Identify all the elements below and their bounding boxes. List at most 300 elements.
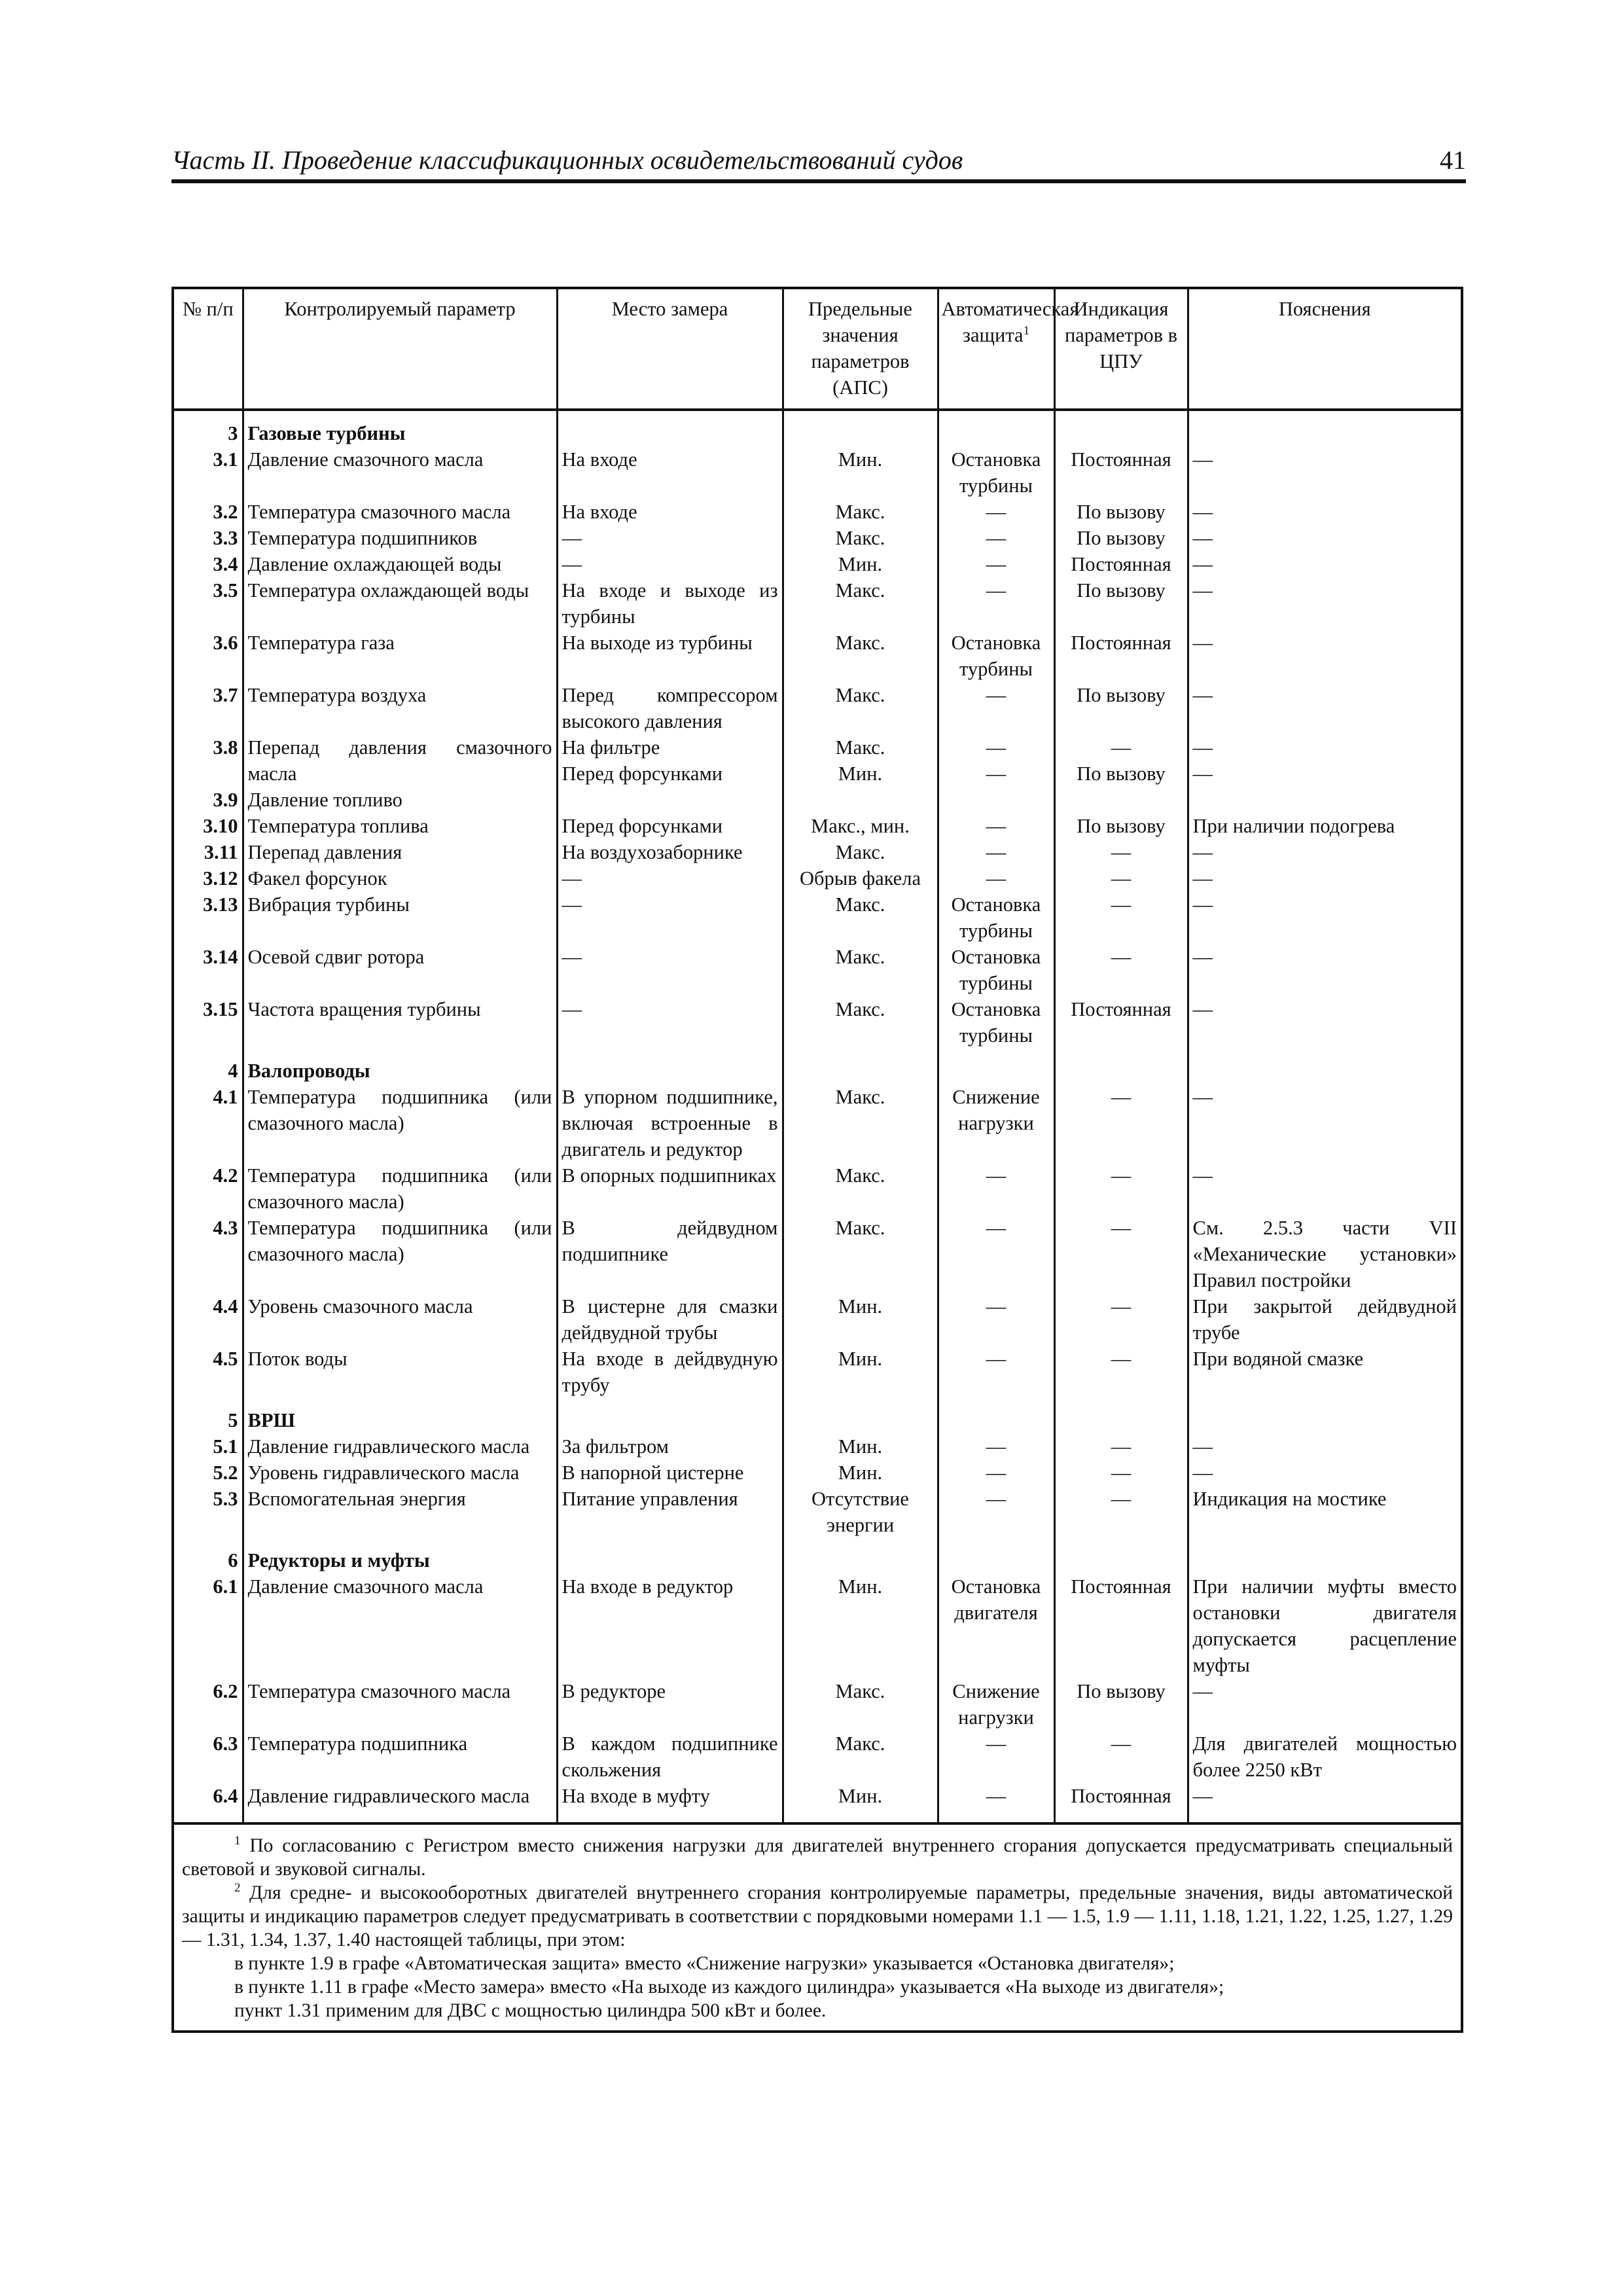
row-protection: — — [938, 865, 1054, 891]
spacer-row — [174, 1538, 1461, 1547]
row-limit: Макс., мин. — [783, 813, 938, 839]
spacer-cell — [1054, 1398, 1188, 1407]
row-parameter: Температура газа — [243, 630, 557, 682]
row-location: В опорных подшипниках — [557, 1162, 783, 1215]
row-notes: — — [1188, 525, 1461, 551]
spacer-cell — [174, 410, 243, 420]
table-row — [174, 630, 1461, 682]
row-protection: — — [938, 1783, 1054, 1809]
row-protection: — — [938, 839, 1054, 865]
row-protection: — — [938, 577, 1054, 630]
row-protection: — — [938, 499, 1054, 525]
row-limit: Обрыв факела — [783, 865, 938, 891]
table-row — [174, 1486, 1461, 1538]
row-notes: — — [1188, 1678, 1461, 1731]
row-notes: — — [1188, 865, 1461, 891]
empty-cell — [938, 1547, 1054, 1573]
spacer-cell — [1188, 1398, 1461, 1407]
row-parameter: Вспомогательная энергия — [243, 1486, 557, 1538]
row-notes: — — [1188, 682, 1461, 734]
footnote-2-text: Для средне- и высокооборотных двигателей внутреннего сгорания контролируемые параметры, предельные значения, виды автоматической защиты и индикацию параметров следует предусматривать в соответствии с порядковыми номерами 1.1 — 1.5, 1.9 — 1.11, 1.18, 1.21, 1.22, 1.25, 1.27, 1.29 — 1.31, 1.34, 1.37, 1.40 настоящей таблицы, при этом: — [182, 1882, 1454, 1950]
row-notes: При закрытой дейдвудной трубе — [1188, 1293, 1461, 1346]
row-number: 3.8 — [213, 736, 238, 759]
table-row — [174, 813, 1461, 839]
table-row — [174, 891, 1461, 944]
row-notes: — — [1188, 1084, 1461, 1162]
row-protection — [938, 787, 1054, 813]
row-number: 3.9 — [213, 789, 238, 811]
spacer-cell — [783, 1538, 938, 1547]
row-limit: Мин. — [783, 1433, 938, 1460]
empty-cell — [783, 420, 938, 446]
row-protection: Остановка турбины — [938, 446, 1054, 499]
row-parameter: Перепад давления смазочного масла — [243, 734, 557, 787]
table-row — [174, 1293, 1461, 1346]
spacer-cell — [1188, 410, 1461, 420]
row-limit: Макс. — [783, 1162, 938, 1215]
row-notes: — — [1188, 839, 1461, 865]
empty-cell — [1054, 1547, 1188, 1573]
row-location: Перед компрессором высокого давления — [557, 682, 783, 734]
row-limit: Макс. — [783, 944, 938, 996]
row-protection: — — — [938, 734, 1054, 787]
empty-cell — [557, 1547, 783, 1573]
row-indication: — — [1054, 1346, 1188, 1398]
row-notes: — — [1188, 891, 1461, 944]
row-protection: — — [938, 813, 1054, 839]
empty-cell — [783, 1407, 938, 1433]
row-protection: — — [938, 525, 1054, 551]
row-limit: Макс. — [783, 1084, 938, 1162]
row-protection: — — [938, 682, 1054, 734]
footnote-2: $^2$ Для средне- и высокооборотных двигателей внутреннего сгорания контролируемые параметры, предельные значения, виды автоматической защиты и индикацию параметров следует предусматривать в соответствии с порядковыми номерами 1.1 — 1.5, 1.9 — 1.11, 1.18, 1.21, 1.22, 1.25, 1.27, 1.29 — 1.31, 1.34, 1.37, 1.40 настоящей таблицы, при этом: — [182, 1881, 1454, 1950]
row-limit: Отсутствие энергии — [783, 1486, 938, 1538]
row-number: 6.4 — [213, 1785, 238, 1807]
spacer-cell — [1054, 410, 1188, 420]
table-row — [174, 1162, 1461, 1215]
row-number: 3.6 — [213, 632, 238, 654]
row-parameter: Давление смазочного масла — [243, 446, 557, 499]
footnote-2-item: пункт 1.31 применим для ДВС с мощностью цилиндра 500 кВт и более. — [234, 2000, 827, 2021]
row-location: — — [557, 525, 783, 551]
empty-cell — [1188, 1407, 1461, 1433]
table-row — [174, 839, 1461, 865]
row-parameter: Температура охлаждающей воды — [243, 577, 557, 630]
section-number: 6 — [228, 1549, 238, 1571]
row-limit: Мин. — [783, 446, 938, 499]
row-indication: По вызову — [1054, 499, 1188, 525]
table-row — [174, 1678, 1461, 1731]
row-location: В напорной цистерне — [557, 1460, 783, 1486]
row-location: — — [557, 996, 783, 1049]
row-location: — — [557, 944, 783, 996]
row-location: На входе — [557, 499, 783, 525]
table-row — [174, 525, 1461, 551]
row-indication: — — [1054, 1293, 1188, 1346]
row-parameter: Температура подшипника — [243, 1731, 557, 1783]
row-indication: По вызову — [1054, 525, 1188, 551]
row-indication: Постоянная — [1054, 1573, 1188, 1678]
row-indication: По вызову — [1054, 813, 1188, 839]
row-indication: — — [1054, 1486, 1188, 1538]
spacer-cell — [938, 1809, 1054, 1822]
row-location — [557, 787, 783, 813]
row-notes: — — [1188, 1162, 1461, 1215]
row-limit: Мин. — [783, 1460, 938, 1486]
row-parameter: Осевой сдвиг ротора — [243, 944, 557, 996]
row-location: За фильтром — [557, 1433, 783, 1460]
row-notes: Для двигателей мощностью более 2250 кВт — [1188, 1731, 1461, 1783]
table-row — [174, 787, 1461, 813]
spacer-cell — [1054, 1538, 1188, 1547]
col-header-notes: Пояснения — [1188, 289, 1461, 410]
row-number: 3.10 — [203, 815, 238, 837]
section-number: 4 — [228, 1060, 238, 1082]
row-number: 3.4 — [213, 553, 238, 575]
row-location: Перед форсунками — [557, 813, 783, 839]
footnote-1-text: По согласованию с Регистром вместо снижения нагрузки для двигателей внутреннего сгорания допускается предусматривать специальный световой и звуковой сигналы. — [182, 1835, 1453, 1880]
table-row — [174, 944, 1461, 996]
row-number: 3.13 — [203, 893, 238, 916]
section-row — [174, 1547, 1461, 1573]
row-protection: Остановка турбины — [938, 944, 1054, 996]
row-limit: Макс. — [783, 577, 938, 630]
row-limit: Макс. — [783, 1731, 938, 1783]
row-number: 3.2 — [213, 501, 238, 523]
row-number: 6.2 — [213, 1680, 238, 1702]
spacer-cell — [1188, 1538, 1461, 1547]
spacer-cell — [938, 1538, 1054, 1547]
row-limit: Мин. — [783, 1293, 938, 1346]
table-row — [174, 577, 1461, 630]
empty-cell — [1188, 1547, 1461, 1573]
col-header-protection-text: Автоматическая защита — [941, 298, 1079, 346]
row-limit: Мин. — [783, 1783, 938, 1809]
row-indication: По вызову — [1054, 682, 1188, 734]
row-indication: Постоянная — [1054, 1783, 1188, 1809]
row-number: 6.3 — [213, 1732, 238, 1755]
row-location: На выходе из турбины — [557, 630, 783, 682]
row-protection: Остановка турбины — [938, 630, 1054, 682]
row-notes: — — [1188, 1433, 1461, 1460]
row-limit: Макс. — [783, 996, 938, 1049]
spacer-cell — [783, 1809, 938, 1822]
row-number: 4.5 — [213, 1348, 238, 1370]
row-notes: При наличии подогрева — [1188, 813, 1461, 839]
table-row — [174, 551, 1461, 577]
row-limit: Макс. — [783, 891, 938, 944]
row-limit: Макс. — [783, 839, 938, 865]
row-protection: — — [938, 1731, 1054, 1783]
table-row — [174, 1573, 1461, 1678]
row-parameter: Температура воздуха — [243, 682, 557, 734]
row-parameter: Вибрация турбины — [243, 891, 557, 944]
col-header-parameter: Контролируемый параметр — [243, 289, 557, 410]
spacer-cell — [1188, 1809, 1461, 1822]
section-row — [174, 420, 1461, 446]
row-protection: — — [938, 1162, 1054, 1215]
table-row — [174, 499, 1461, 525]
spacer-cell — [938, 1398, 1054, 1407]
table-row — [174, 1433, 1461, 1460]
row-indication: — — [1054, 865, 1188, 891]
row-notes: — — [1188, 446, 1461, 499]
row-notes: — — [1188, 944, 1461, 996]
row-notes: При водяной смазке — [1188, 1346, 1461, 1398]
col-header-protection: Автоматическая защита$^1$ — [938, 289, 1054, 410]
row-notes: — — [1188, 1783, 1461, 1809]
row-parameter: Давление топливо — [243, 787, 557, 813]
row-number: 3.7 — [213, 684, 238, 706]
row-parameter: Температура подшипников — [243, 525, 557, 551]
footnote-2-item: в пункте 1.11 в графе «Место замера» вместо «На выходе из каждого цилиндра» указывается «На выходе из двигателя»; — [234, 1977, 1224, 1998]
row-parameter: Поток воды — [243, 1346, 557, 1398]
row-number: 3.3 — [213, 527, 238, 549]
row-number: 3.15 — [203, 998, 238, 1020]
row-indication: Постоянная — [1054, 996, 1188, 1049]
row-number: 3.1 — [213, 448, 238, 471]
row-parameter: Давление смазочного масла — [243, 1573, 557, 1678]
row-protection: — — [938, 1433, 1054, 1460]
spacer-cell — [1054, 1809, 1188, 1822]
row-notes: — — [1188, 996, 1461, 1049]
row-notes — [1188, 787, 1461, 813]
row-protection: Снижение нагрузки — [938, 1084, 1054, 1162]
spacer-cell — [1188, 1049, 1461, 1058]
row-location: На входе в муфту — [557, 1783, 783, 1809]
running-title: Часть II. Проведение классификационных освидетельствований судов — [171, 145, 963, 175]
row-limit — [783, 787, 938, 813]
table-row — [174, 1731, 1461, 1783]
row-parameter: Температура подшипника (или смазочного масла) — [243, 1084, 557, 1162]
spacer-cell — [243, 1049, 557, 1058]
row-number: 5.3 — [213, 1488, 238, 1510]
empty-cell — [557, 1058, 783, 1084]
row-indication: Постоянная — [1054, 446, 1188, 499]
empty-cell — [783, 1547, 938, 1573]
row-notes: — — [1188, 630, 1461, 682]
row-notes: Индикация на мостике — [1188, 1486, 1461, 1538]
spacer-cell — [1054, 1049, 1188, 1058]
row-number: 4.2 — [213, 1164, 238, 1187]
spacer-cell — [783, 1049, 938, 1058]
table-row — [174, 1084, 1461, 1162]
section-row — [174, 1407, 1461, 1433]
empty-cell — [557, 1407, 783, 1433]
row-indication: По вызову — [1054, 1678, 1188, 1731]
row-notes: — — [1188, 577, 1461, 630]
spacer-cell — [783, 410, 938, 420]
section-number: 5 — [228, 1409, 238, 1431]
col-header-location: Место замера — [557, 289, 783, 410]
row-protection: — — [938, 1293, 1054, 1346]
spacer-cell — [174, 1398, 243, 1407]
row-location: На фильтре Перед форсунками — [557, 734, 783, 787]
row-notes: — — [1188, 1460, 1461, 1486]
row-protection: — — [938, 1346, 1054, 1398]
row-number: 4.3 — [213, 1217, 238, 1239]
row-parameter: Перепад давления — [243, 839, 557, 865]
row-location: На входе в дейдвудную трубу — [557, 1346, 783, 1398]
row-location: На входе в редуктор — [557, 1573, 783, 1678]
spacer-cell — [243, 1538, 557, 1547]
row-parameter: Температура топлива — [243, 813, 557, 839]
row-location: На воздухозаборнике — [557, 839, 783, 865]
page-header — [171, 137, 1466, 183]
empty-cell — [938, 420, 1054, 446]
row-protection: — — [938, 1460, 1054, 1486]
row-number: 3.12 — [203, 867, 238, 889]
row-location: — — [557, 891, 783, 944]
spacer-cell — [174, 1049, 243, 1058]
row-parameter: Температура подшипника (или смазочного масла) — [243, 1215, 557, 1293]
footnote-1: $^1$ По согласованию с Регистром вместо снижения нагрузки для двигателей внутреннего сгорания допускается предусматривать специальный световой и звуковой сигналы. — [182, 1834, 1453, 1880]
row-number: 3.14 — [203, 946, 238, 968]
section-title: Газовые турбины — [243, 420, 557, 446]
spacer-cell — [243, 1398, 557, 1407]
row-location: На входе — [557, 446, 783, 499]
table-row — [174, 1783, 1461, 1809]
col-header-limits: Предельные значения параметров (АПС) — [783, 289, 938, 410]
empty-cell — [557, 420, 783, 446]
footnote-2-item: в пункте 1.9 в графе «Автоматическая защита» вместо «Снижение нагрузки» указывается «Остановка двигателя»; — [234, 1953, 1175, 1974]
row-notes: См. 2.5.3 части VII «Механические установки» Правил постройки — [1188, 1215, 1461, 1293]
row-indication: Постоянная — [1054, 551, 1188, 577]
spacer-cell — [783, 1398, 938, 1407]
table-row — [174, 734, 1461, 787]
section-title: Редукторы и муфты — [243, 1547, 557, 1573]
spacer-cell — [938, 410, 1054, 420]
row-indication: — — [1054, 944, 1188, 996]
row-parameter: Температура смазочного масла — [243, 499, 557, 525]
row-location: В редукторе — [557, 1678, 783, 1731]
row-location: — — [557, 551, 783, 577]
row-location: В дейдвудном подшипнике — [557, 1215, 783, 1293]
row-number: 4.4 — [213, 1295, 238, 1318]
col-header-indication: Индикация параметров в ЦПУ — [1054, 289, 1188, 410]
row-indication — [1054, 787, 1188, 813]
page-number: 41 — [1440, 145, 1466, 175]
row-limit: Макс. — [783, 499, 938, 525]
row-location: В упорном подшипнике, включая встроенные в двигатель и редуктор — [557, 1084, 783, 1162]
spacer-cell — [557, 410, 783, 420]
table-row — [174, 1215, 1461, 1293]
row-parameter: Частота вращения турбины — [243, 996, 557, 1049]
row-location: На входе и выходе из турбины — [557, 577, 783, 630]
empty-cell — [938, 1407, 1054, 1433]
row-limit: Макс. Мин. — [783, 734, 938, 787]
row-indication: Постоянная — [1054, 630, 1188, 682]
row-indication: — — [1054, 839, 1188, 865]
table-row — [174, 1460, 1461, 1486]
row-protection: Остановка двигателя — [938, 1573, 1054, 1678]
row-limit: Мин. — [783, 1573, 938, 1678]
row-number: 6.1 — [213, 1575, 238, 1598]
row-protection: — — [938, 1215, 1054, 1293]
row-notes: — — [1188, 499, 1461, 525]
spacer-cell — [557, 1809, 783, 1822]
row-location: В каждом подшипнике скольжения — [557, 1731, 783, 1783]
row-parameter: Уровень гидравлического масла — [243, 1460, 557, 1486]
row-protection: — — [938, 551, 1054, 577]
row-limit: Макс. — [783, 1678, 938, 1731]
row-parameter: Температура подшипника (или смазочного масла) — [243, 1162, 557, 1215]
spacer-row — [174, 410, 1461, 420]
empty-cell — [938, 1058, 1054, 1084]
section-number: 3 — [228, 422, 238, 444]
spacer-cell — [938, 1049, 1054, 1058]
table-row — [174, 446, 1461, 499]
spacer-cell — [557, 1398, 783, 1407]
row-limit: Макс. — [783, 1215, 938, 1293]
row-parameter: Температура смазочного масла — [243, 1678, 557, 1731]
spacer-cell — [174, 1538, 243, 1547]
row-protection: — — [938, 1486, 1054, 1538]
spacer-cell — [243, 1809, 557, 1822]
empty-cell — [783, 1058, 938, 1084]
section-row — [174, 1058, 1461, 1084]
table-row — [174, 996, 1461, 1049]
row-parameter: Давление гидравлического масла — [243, 1433, 557, 1460]
row-indication: — — [1054, 891, 1188, 944]
row-limit: Макс. — [783, 682, 938, 734]
row-number: 4.1 — [213, 1086, 238, 1108]
row-notes: — — [1188, 551, 1461, 577]
row-indication: — — [1054, 1084, 1188, 1162]
monitoring-table — [171, 287, 1463, 2033]
row-limit: Макс. — [783, 525, 938, 551]
empty-cell — [1054, 1058, 1188, 1084]
row-notes: — — — [1188, 734, 1461, 787]
spacer-cell — [557, 1538, 783, 1547]
spacer-row — [174, 1809, 1461, 1822]
empty-cell — [1188, 1058, 1461, 1084]
row-indication: — По вызову — [1054, 734, 1188, 787]
row-parameter: Давление гидравлического масла — [243, 1783, 557, 1809]
row-limit: Мин. — [783, 1346, 938, 1398]
row-number: 3.5 — [213, 579, 238, 601]
row-notes: При наличии муфты вместо остановки двигателя допускается расцепление муфты — [1188, 1573, 1461, 1678]
row-indication: — — [1054, 1215, 1188, 1293]
section-title: Валопроводы — [243, 1058, 557, 1084]
row-parameter: Давление охлаждающей воды — [243, 551, 557, 577]
table-header-row — [174, 289, 1461, 410]
table-body — [174, 410, 1461, 1822]
row-number: 5.2 — [213, 1462, 238, 1484]
empty-cell — [1054, 420, 1188, 446]
table-row — [174, 682, 1461, 734]
spacer-cell — [243, 410, 557, 420]
row-indication: — — [1054, 1731, 1188, 1783]
section-title: ВРШ — [243, 1407, 557, 1433]
row-indication: — — [1054, 1162, 1188, 1215]
row-indication: — — [1054, 1460, 1188, 1486]
row-location: Питание управления — [557, 1486, 783, 1538]
row-protection: Снижение нагрузки — [938, 1678, 1054, 1731]
table-row — [174, 1346, 1461, 1398]
row-location: — — [557, 865, 783, 891]
empty-cell — [1054, 1407, 1188, 1433]
row-limit: Мин. — [783, 551, 938, 577]
col-header-num: № п/п — [174, 289, 243, 410]
row-protection: Остановка турбины — [938, 996, 1054, 1049]
spacer-cell — [174, 1809, 243, 1822]
row-protection: Остановка турбины — [938, 891, 1054, 944]
row-number: 3.11 — [204, 841, 238, 863]
row-indication: — — [1054, 1433, 1188, 1460]
row-indication: По вызову — [1054, 577, 1188, 630]
row-location: В цистерне для смазки дейдвудной трубы — [557, 1293, 783, 1346]
